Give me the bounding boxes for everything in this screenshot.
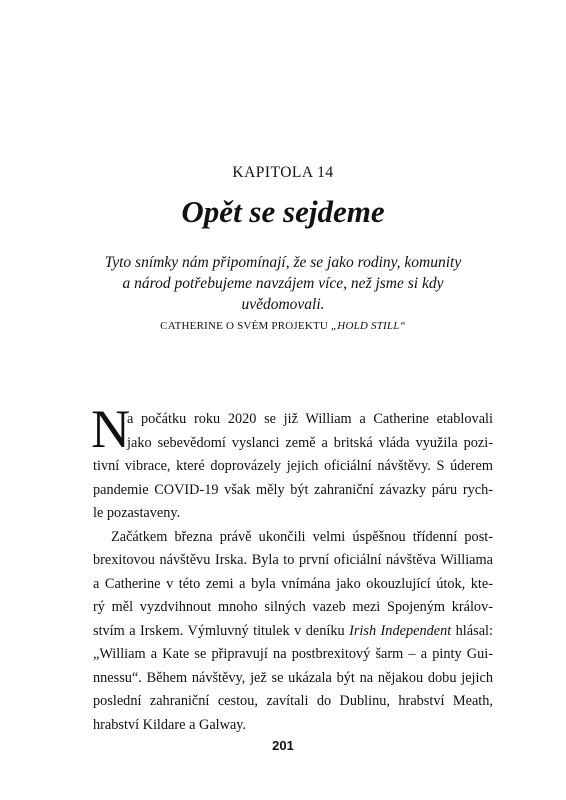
text-line: brexitovou návštěvu Irska. Byla to první oficiální návštěva Williama bbox=[93, 552, 493, 568]
text-line: a Catherine v této zemi a byla vnímána jako okouzlující útok, kte- bbox=[93, 575, 493, 592]
text-line: jako sebevědomí vyslanci země a britská vláda využila pozi- bbox=[127, 434, 493, 451]
chapter-label: KAPITOLA 14 bbox=[232, 164, 334, 181]
text-line: nnessu“. Během návštěvy, jež se ukázala být na nějakou dobu jejich bbox=[93, 669, 493, 686]
body-text bbox=[91, 399, 493, 737]
text-fragment: stvím a Irskem. Výmluvný titulek v deníku bbox=[93, 622, 350, 639]
newspaper-name: Irish Independent bbox=[349, 622, 452, 639]
text-line bbox=[93, 620, 493, 644]
attribution-prefix: CATHERINE O SVÉM PROJEKTU bbox=[160, 320, 331, 332]
text-line: hrabství Kildare a Galway. bbox=[93, 716, 247, 733]
text-line: tivní vibrace, které doprovázely jejich oficiální návštěvy. S úderem bbox=[93, 458, 493, 474]
text-line: pandemie COVID-19 však měly být zahraniční závazky páru rych- bbox=[93, 481, 493, 498]
page-number: 201 bbox=[272, 738, 294, 753]
text-line: poslední zahraniční cestou, zavítali do Dublinu, hrabství Meath, bbox=[93, 693, 493, 709]
text-line: Začátkem března právě ukončili velmi úspěšnou třídenní post- bbox=[111, 528, 493, 545]
drop-cap: N bbox=[91, 399, 130, 459]
text-fragment: hlásal: bbox=[451, 622, 493, 639]
text-line: rý měl vyzdvihnout mnoho silných vazeb mezi Spojeným králov- bbox=[93, 599, 493, 615]
attribution-project: „HOLD STILL“ bbox=[330, 320, 406, 332]
text-line: „William a Kate se připravují na postbrexitový šarm – a pinty Gui- bbox=[93, 646, 493, 662]
paragraph bbox=[93, 526, 493, 738]
chapter-title: Opět se sejdeme bbox=[181, 194, 385, 229]
paragraph bbox=[91, 399, 493, 526]
epigraph-line: Tyto snímky nám připomínají, že se jako rodiny, komunity bbox=[104, 254, 462, 271]
text-line: le pozastaveny. bbox=[93, 505, 181, 521]
epigraph-line: a národ potřebujeme navzájem více, než jsme si kdy bbox=[122, 275, 444, 292]
epigraph-line: uvědomovali. bbox=[241, 296, 325, 313]
epigraph-attribution bbox=[0, 320, 566, 332]
epigraph-quote bbox=[100, 252, 466, 315]
text-line: a počátku roku 2020 se již William a Catherine etablovali bbox=[127, 411, 493, 427]
